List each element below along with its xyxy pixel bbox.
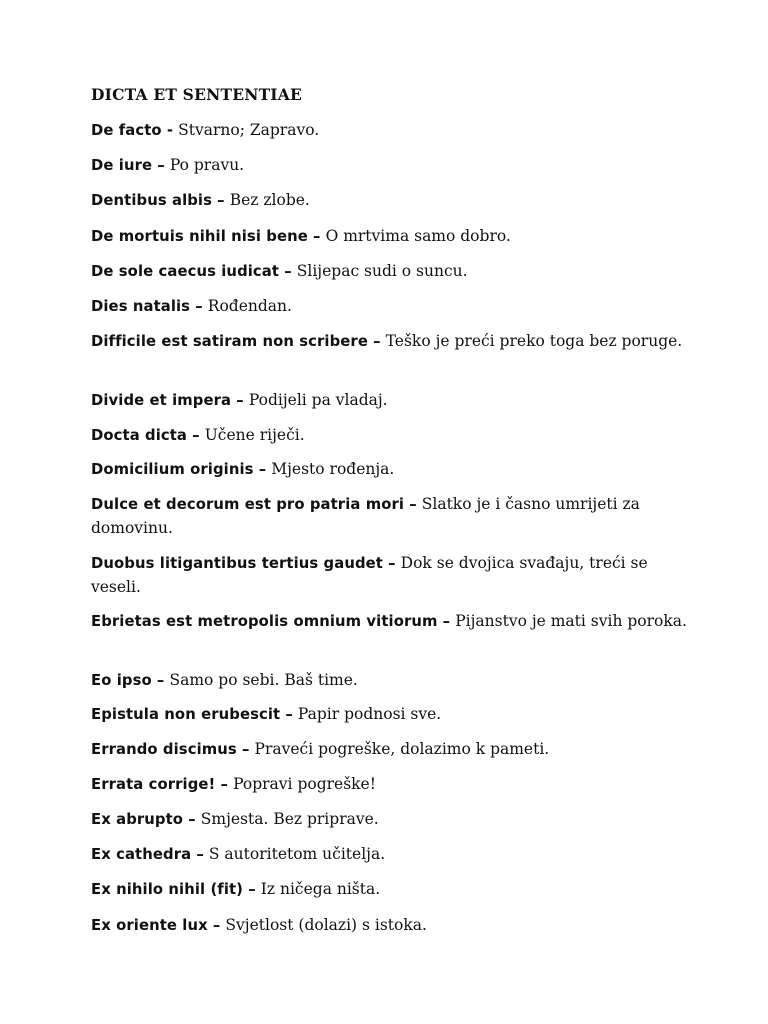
entry-term: Ex abrupto [91,811,184,828]
entry [91,878,691,902]
entry-dash: – [404,496,422,513]
entry-definition: S autoritetom učitelja. [208,845,386,863]
entry [91,458,691,482]
entry-term: De facto [91,122,162,139]
entry-dash: – [253,461,272,478]
entry [91,295,691,319]
entry-dash: – [437,613,456,630]
entry-definition: Smjesta. Bez priprave. [200,810,379,828]
entry [91,119,691,143]
entry-definition: Papir podnosi sve. [297,705,442,723]
entry [91,330,691,354]
entry-dash: – [191,846,209,863]
entry-definition: Samo po sebi. Baš time. [169,671,358,689]
entry-term: De iure [91,157,153,174]
entry-dash: - [161,122,179,139]
entry-term: De sole caecus iudicat [91,263,280,280]
entry-definition: Dok se dvojica svađaju, treći se veseli. [91,554,648,596]
entry-definition: O mrtvima samo dobro. [325,227,511,245]
entry-definition: Podijeli pa vladaj. [248,391,388,409]
entry-definition: Mjesto rođenja. [271,460,395,478]
entry [91,189,691,213]
entry-definition: Praveći pogreške, dolazimo k pameti. [254,740,550,758]
entry [91,610,691,634]
entry-dash: – [307,228,326,245]
entry-dash: – [187,427,205,444]
entry [91,738,691,762]
entry [91,914,691,938]
entry-term: Docta dicta [91,427,188,444]
entry [91,552,691,599]
entry [91,843,691,867]
entry-term: Errando discimus [91,741,237,758]
entry-term: Duobus litigantibus tertius gaudet [91,555,383,572]
entry [91,669,691,693]
entry-dash: – [279,263,297,280]
entry-dash: – [382,555,401,572]
entry-term: Ex oriente lux [91,917,208,934]
entry-definition: Bez zlobe. [229,191,310,209]
entry-dash: – [152,157,170,174]
entry-dash: – [212,192,230,209]
entry-dash: – [215,776,234,793]
entry-dash: – [207,917,226,934]
entry-term: Epistula non erubescit [91,706,281,723]
entry-term: Ex cathedra [91,846,192,863]
entry-definition: Rođendan. [207,297,292,315]
entry-definition: Stvarno; Zapravo. [178,121,320,139]
entry-term: Domicilium originis [91,461,254,478]
entry-term: Divide et impera [91,392,232,409]
entry-term: Dulce et decorum est pro patria mori [91,496,405,513]
entry-term: Ex nihilo nihil (fit) [91,881,244,898]
document-title: DICTA ET SENTENTIAE [91,85,302,104]
entry-definition: Iz ničega ništa. [260,880,381,898]
entry [91,154,691,178]
entry-term: Difficile est satiram non scribere [91,333,368,350]
entry-dash: – [231,392,249,409]
entry [91,389,691,413]
entry [91,773,691,797]
entry [91,493,691,540]
entry-dash: – [183,811,201,828]
entry-dash: – [367,333,386,350]
entry-term: Ebrietas est metropolis omnium vitiorum [91,613,438,630]
entry [91,260,691,284]
entry-definition: Svjetlost (dolazi) s istoka. [225,916,427,934]
entry-definition: Učene riječi. [204,426,305,444]
entry-term: Errata corrige! [91,776,216,793]
entry [91,703,691,727]
entry-definition: Pijanstvo je mati svih poroka. [455,612,687,630]
entry-term: Eo ipso [91,672,152,689]
entry-dash: – [243,881,261,898]
entry-term: De mortuis nihil nisi bene [91,228,308,245]
entry [91,808,691,832]
entry [91,225,691,249]
entry-term: Dies natalis [91,298,191,315]
entry-definition: Po pravu. [169,156,245,174]
entry-term: Dentibus albis [91,192,213,209]
entry-definition: Slijepac sudi o suncu. [296,262,468,280]
entry-dash: – [151,672,170,689]
entry-definition: Teško je preći preko toga bez poruge. [385,332,683,350]
entry-definition: Slatko je i časno umrijeti za domovinu. [91,495,640,537]
entry [91,424,691,448]
entry-dash: – [190,298,208,315]
entry-dash: – [280,706,298,723]
entry-dash: – [236,741,255,758]
entry-definition: Popravi pogreške! [233,775,376,793]
